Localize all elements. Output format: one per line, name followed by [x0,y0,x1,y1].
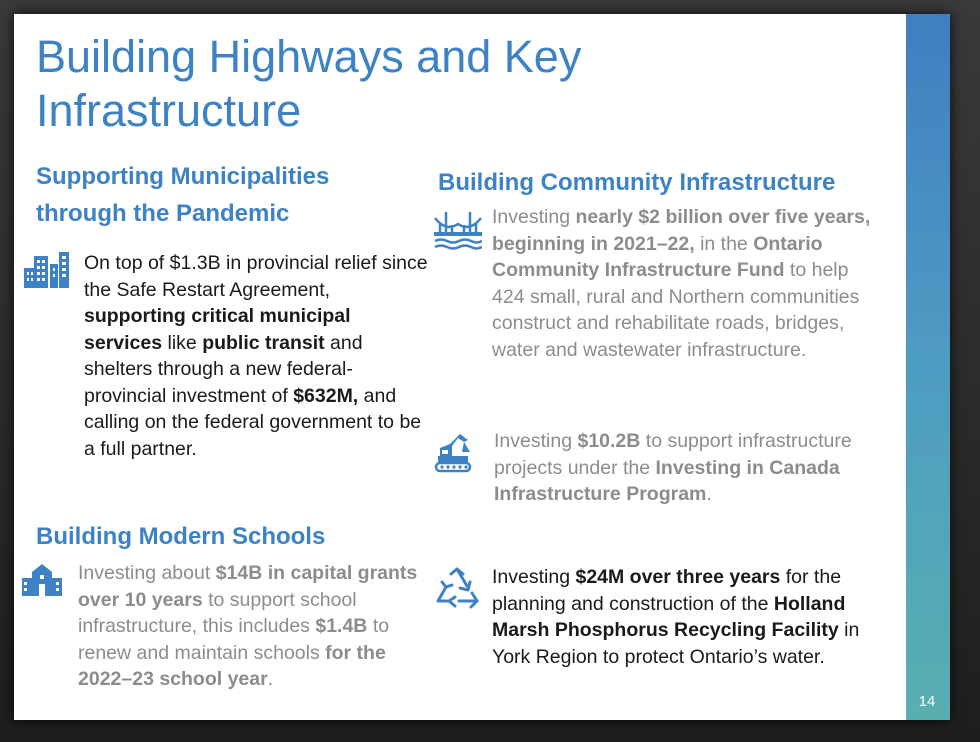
community-item-text-run: Ontario Community Infrastructure Fund [492,232,823,281]
schools-text-run: to support school infrastructure, this includes [78,588,357,637]
community-item-text-run: to help 424 small, rural and Northern communities construct and rehabilitate roads, bridges, water and wastewater infrastructure. [492,259,860,361]
community-item-text-run: Investing [494,430,578,452]
recycle-icon [434,566,480,612]
page-number: 14 [918,693,936,710]
community-item-text-run: nearly $2 billion over five years, beginning in 2021–22, [492,206,871,255]
schools-text-run: to renew and maintain schools [78,615,390,664]
municipalities-text-run: and calling on the federal government to be a full partner. [84,384,422,460]
community-item-icip-paragraph [494,428,874,508]
municipalities-paragraph [84,250,434,462]
community-item-text-run: $10.2B [577,430,641,452]
schools-heading: Building Modern Schools [36,523,326,550]
municipalities-heading: Supporting Municipalities through the Pandemic [36,163,330,227]
community-item-text-run: . [706,483,712,505]
bridge-icon [434,210,482,250]
schools-text-run: Investing about [78,562,216,584]
schools-text-run: $14B in capital grants over 10 years [78,562,418,611]
municipalities-text-run: supporting critical municipal services [84,305,351,354]
community-item-ocif-paragraph [492,204,872,363]
schools-paragraph [78,560,418,693]
municipalities-text-run: $632M, [293,384,359,407]
community-item-text-run: Investing in Canada Infrastructure Program [494,456,840,505]
city-buildings-icon [22,252,70,288]
slide-title: Building Highways and Key Infrastructure [36,31,582,136]
community-item-text-run: to support infrastructure projects under the [494,430,852,479]
municipalities-text-run: public transit [202,331,325,354]
slide [14,14,950,720]
community-item-text-run: Investing [492,566,576,588]
municipalities-text-run: like [162,331,203,354]
community-item-holland-marsh-paragraph [492,564,872,670]
community-item-text-run: in York Region to protect Ontario’s water. [492,619,860,668]
community-item-text-run: $24M over three years [575,566,781,588]
municipalities-text-run: On top of $1.3B in provincial relief since the Safe Restart Agreement, [84,252,428,301]
schools-text-run: for the 2022–23 school year [78,641,386,690]
schools-text-run: $1.4B [315,615,368,637]
community-item-text-run: in the [694,232,754,255]
school-icon [20,562,64,598]
community-item-text-run: for the planning and construction of the [492,566,842,615]
municipalities-text-run: and shelters through a new federal-provincial investment of [84,331,363,407]
community-item-text-run: Holland Marsh Phosphorus Recycling Facility [492,592,846,641]
accent-sidebar [906,14,950,720]
community-heading: Building Community Infrastructure [438,169,836,196]
community-item-text-run: Investing [492,206,576,228]
excavator-icon [434,430,474,474]
schools-text-run: . [267,668,274,690]
